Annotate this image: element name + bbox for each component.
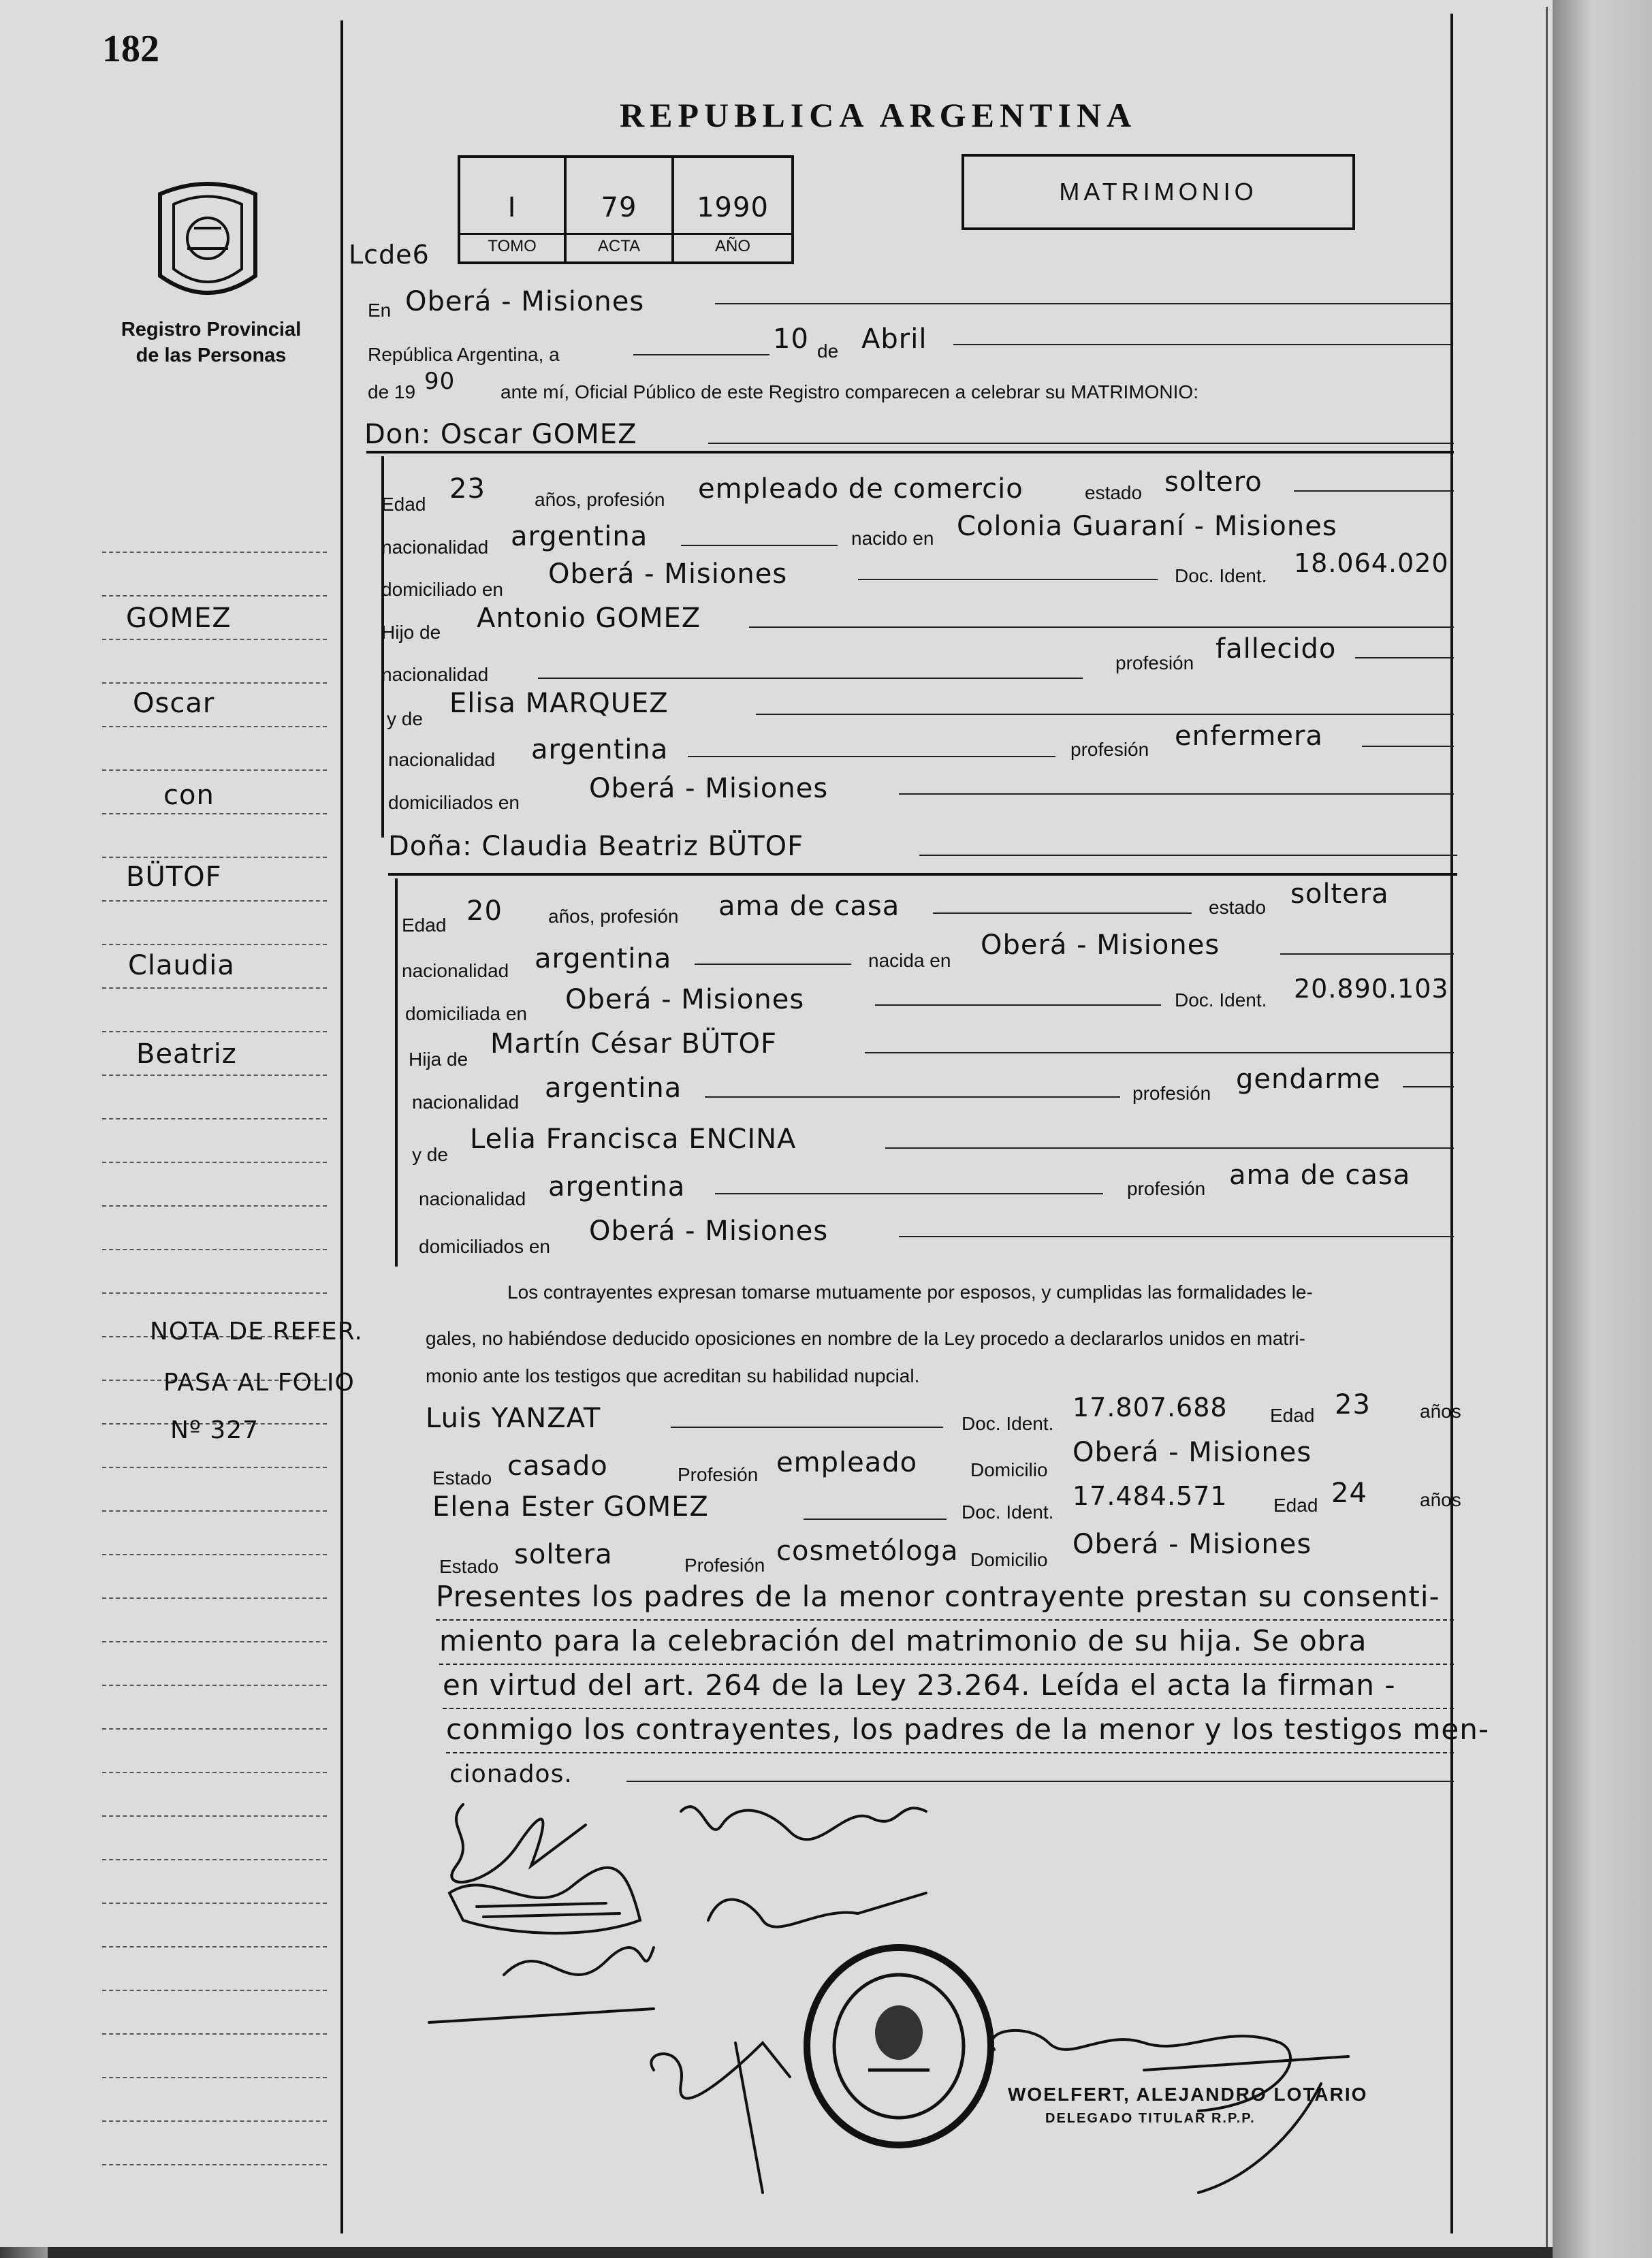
margin-line	[102, 1205, 327, 1207]
witness-2-dom: Oberá - Misiones	[1073, 1529, 1312, 1560]
adjacent-page-edge	[1553, 0, 1652, 2258]
witness-2-dom-label: Domicilio	[970, 1549, 1048, 1570]
record-type-label: MATRIMONIO	[1059, 178, 1258, 206]
bride-parents-dom: Oberá - Misiones	[589, 1215, 829, 1247]
bride-father: Martín César BÜTOF	[490, 1028, 778, 1060]
witness-2-prof: cosmetóloga	[776, 1536, 959, 1567]
groom-nacido: Colonia Guaraní - Misiones	[957, 511, 1337, 542]
agency-line-1: Registro Provincial	[121, 319, 302, 340]
bride-estado: soltera	[1290, 878, 1389, 910]
bride-bracket	[395, 878, 398, 1267]
groom-hijo-label: Hijo de	[381, 622, 441, 643]
witness-1-name: Luis YANZAT	[426, 1403, 601, 1434]
groom-estado-label: estado	[1085, 482, 1143, 503]
margin-line	[102, 2164, 327, 2165]
right-rule	[1450, 14, 1453, 2233]
bride-doc-label: Doc. Ident.	[1175, 989, 1267, 1011]
bride-yde-label: y de	[412, 1144, 448, 1165]
bride-parents-dom-label: domiciliados en	[419, 1236, 550, 1257]
margin-line	[102, 1118, 327, 1119]
groom-mother-prof-label: profesión	[1070, 739, 1149, 760]
year-suffix: 90	[424, 368, 456, 395]
witness-2-edad: 24	[1331, 1478, 1367, 1509]
record-type-box	[962, 154, 1355, 230]
acta-value: 79	[601, 192, 637, 223]
official-title: DELEGADO TITULAR R.P.P.	[1045, 2111, 1256, 2126]
groom-mother-prof: enfermera	[1175, 720, 1323, 752]
groom-parents-dom: Oberá - Misiones	[589, 773, 829, 804]
bride-domicilio: Oberá - Misiones	[565, 984, 805, 1015]
groom-father-nac-label: nacionalidad	[381, 664, 489, 685]
margin-second-name-bride: Beatriz	[136, 1038, 237, 1070]
margin-line	[102, 1685, 327, 1686]
bride-estado-label: estado	[1209, 897, 1267, 918]
bride-mother-nac-label: nacionalidad	[419, 1188, 526, 1209]
page-edge-rule	[1546, 7, 1548, 2247]
bride-father-nac-label: nacionalidad	[412, 1092, 520, 1113]
bride-profesion-label: años, profesión	[548, 906, 679, 927]
bride-nacionalidad-label: nacionalidad	[402, 960, 509, 981]
bride-father-prof: gendarme	[1236, 1064, 1381, 1095]
groom-doc: 18.064.020	[1294, 548, 1449, 578]
observation-line-4: conmigo los contrayentes, los padres de la menor y los testigos men-	[446, 1713, 1489, 1746]
declaration-line-3: monio ante los testigos que acreditan su habilidad nupcial.	[426, 1365, 920, 1386]
groom-mother: Elisa MARQUEZ	[449, 688, 669, 719]
nota-line-3: Nº 327	[170, 1416, 259, 1444]
margin-line	[102, 813, 327, 814]
margin-line	[102, 1162, 327, 1163]
groom-parents-dom-label: domiciliados en	[388, 792, 520, 813]
margin-line	[102, 2120, 327, 2122]
bride-domicilio-label: domiciliada en	[405, 1003, 527, 1024]
groom-father-prof: fallecido	[1216, 633, 1337, 665]
witness-2-doc-label: Doc. Ident.	[962, 1501, 1054, 1523]
margin-line	[102, 1859, 327, 1860]
witness-2-name: Elena Ester GOMEZ	[432, 1491, 709, 1523]
marriage-month: Abril	[861, 323, 927, 355]
margin-line	[102, 1728, 327, 1730]
de-label: de	[817, 340, 839, 362]
bride-mother: Lelia Francisca ENCINA	[470, 1124, 797, 1155]
bride-nacida: Oberá - Misiones	[981, 929, 1220, 961]
margin-line	[102, 2033, 327, 2035]
groom-yde-label: y de	[387, 708, 423, 729]
signature-witness-1	[504, 1947, 654, 1975]
margin-line	[102, 2077, 327, 2078]
margin-line	[102, 1510, 327, 1512]
margin-line	[102, 1075, 327, 1076]
margin-line	[102, 1946, 327, 1947]
margin-line	[102, 900, 327, 902]
margin-line	[102, 857, 327, 858]
margin-line	[102, 1772, 327, 1773]
witness-1-dom: Oberá - Misiones	[1073, 1437, 1312, 1468]
groom-section-rule	[366, 451, 1454, 454]
bride-nacida-label: nacida en	[868, 950, 951, 971]
witness-2-anos-label: años	[1420, 1489, 1461, 1510]
witness-1-edad: 23	[1335, 1389, 1371, 1420]
signature-bride	[681, 1807, 926, 1839]
margin-surname-bride: BÜTOF	[126, 861, 222, 893]
margin-line	[102, 1597, 327, 1599]
groom-domicilio-label: domiciliado en	[381, 579, 503, 600]
anio-value: 1990	[697, 192, 769, 223]
margin-name-groom: Oscar	[133, 688, 215, 719]
groom-nacionalidad-label: nacionalidad	[381, 537, 489, 558]
margin-line	[102, 987, 327, 989]
margin-line	[102, 639, 327, 640]
groom-estado: soltero	[1164, 466, 1262, 498]
republica-label: República Argentina, a	[368, 344, 560, 365]
bride-edad: 20	[466, 895, 503, 927]
official-name: WOELFERT, ALEJANDRO LOTARIO	[1008, 2084, 1368, 2105]
tomo-value: I	[507, 192, 517, 223]
bride-hija-label: Hija de	[409, 1049, 468, 1070]
margin-line	[102, 1990, 327, 1991]
witness-2-prof-label: Profesión	[684, 1555, 765, 1576]
witness-1-estado-label: Estado	[432, 1467, 492, 1489]
en-label: En	[368, 300, 392, 321]
groom-doc-label: Doc. Ident.	[1175, 565, 1267, 586]
margin-line	[102, 682, 327, 684]
witness-1-doc-label: Doc. Ident.	[962, 1413, 1054, 1434]
year-prefix: de 19	[368, 381, 416, 402]
margin-name-bride: Claudia	[128, 950, 235, 981]
witness-2-doc: 17.484.571	[1073, 1481, 1228, 1511]
signature-groom	[451, 1804, 586, 1882]
bride-father-nac: argentina	[545, 1072, 682, 1104]
margin-line	[102, 944, 327, 945]
witness-1-anos-label: años	[1420, 1401, 1461, 1422]
groom-name: Don: Oscar GOMEZ	[364, 419, 637, 450]
groom-nacionalidad: argentina	[511, 521, 648, 552]
declaration-line-1: Los contrayentes expresan tomarse mutuamente por esposos, y cumplidas las formalidades le-	[507, 1282, 1313, 1303]
observation-line-1: Presentes los padres de la menor contrayente prestan su consenti-	[436, 1580, 1440, 1613]
observation-line-2: miento para la celebración del matrimonio de su hija. Se obra	[439, 1624, 1367, 1657]
official-stamp-icon	[800, 1941, 998, 2152]
bride-name: Doña: Claudia Beatriz BÜTOF	[388, 831, 804, 862]
anio-label: AÑO	[714, 237, 750, 255]
margin-line	[102, 1554, 327, 1555]
signature-mother	[708, 1893, 926, 1927]
witness-1-estado: casado	[507, 1450, 608, 1482]
bride-profesion: ama de casa	[718, 891, 900, 922]
observation-line-3: en virtud del art. 264 de la Ley 23.264. Leída el acta la firman -	[443, 1668, 1396, 1702]
country-title: REPUBLICA ARGENTINA	[620, 96, 1137, 134]
witness-2-estado-label: Estado	[439, 1556, 499, 1577]
margin-line	[102, 1031, 327, 1032]
witness-1-dom-label: Domicilio	[970, 1459, 1048, 1480]
agency-line-2: de las Personas	[136, 345, 287, 366]
record-ref-table	[458, 155, 794, 264]
margin-rule	[340, 20, 343, 2233]
witness-1-prof: empleado	[776, 1447, 918, 1478]
margin-line	[102, 1292, 327, 1294]
nota-line-2: PASA AL FOLIO	[163, 1369, 355, 1397]
groom-mother-nac-label: nacionalidad	[388, 749, 496, 770]
declaration-line-2: gales, no habiéndose deducido oposiciones en nombre de la Ley procedo a declararlos unidos en matri-	[426, 1328, 1305, 1349]
margin-line	[102, 552, 327, 553]
tomo-label: TOMO	[488, 237, 537, 255]
marriage-place: Oberá - Misiones	[405, 286, 645, 317]
margin-line	[102, 595, 327, 597]
witness-1-doc: 17.807.688	[1073, 1393, 1228, 1422]
groom-edad-label: Edad	[381, 494, 426, 515]
record-prefix: Lcde6	[349, 240, 430, 270]
groom-profesion-label: años, profesión	[535, 489, 665, 510]
groom-edad: 23	[449, 473, 486, 505]
intro-statement: ante mí, Oficial Público de este Registro comparecen a celebrar su MATRIMONIO:	[501, 381, 1198, 402]
bride-father-prof-label: profesión	[1132, 1083, 1211, 1104]
margin-line	[102, 726, 327, 727]
margin-line	[102, 1815, 327, 1817]
groom-profesion: empleado de comercio	[698, 473, 1023, 505]
margin-line	[102, 1467, 327, 1468]
bride-doc: 20.890.103	[1294, 974, 1449, 1004]
groom-father-prof-label: profesión	[1115, 652, 1194, 673]
acta-label: ACTA	[597, 237, 641, 255]
witness-1-prof-label: Profesión	[678, 1464, 759, 1485]
bride-mother-prof: ama de casa	[1229, 1160, 1411, 1191]
margin-line	[102, 1641, 327, 1642]
agency-seal-icon	[146, 174, 269, 310]
bride-edad-label: Edad	[402, 915, 447, 936]
nota-line-1: NOTA DE REFER.	[150, 1318, 363, 1346]
witness-1-edad-label: Edad	[1270, 1405, 1315, 1426]
bride-nacionalidad: argentina	[535, 943, 672, 974]
margin-line	[102, 769, 327, 771]
witness-2-edad-label: Edad	[1273, 1495, 1318, 1516]
agency-name	[102, 317, 320, 368]
marriage-day: 10	[773, 323, 809, 355]
groom-domicilio: Oberá - Misiones	[548, 558, 788, 590]
margin-line	[102, 1249, 327, 1250]
groom-mother-nac: argentina	[531, 734, 669, 765]
witness-2-estado: soltera	[514, 1539, 613, 1570]
page-number: 182	[102, 28, 159, 70]
bride-section-rule	[388, 873, 1457, 876]
signature-witness-2	[651, 2043, 790, 2099]
bride-mother-prof-label: profesión	[1127, 1178, 1206, 1199]
groom-father: Antonio GOMEZ	[477, 603, 701, 634]
margin-con: con	[163, 780, 215, 811]
margin-surname-groom: GOMEZ	[126, 603, 232, 634]
groom-nacido-label: nacido en	[851, 528, 934, 549]
observation-line-5: cionados.	[449, 1760, 573, 1788]
margin-line	[102, 1903, 327, 1904]
bride-mother-nac: argentina	[548, 1171, 686, 1203]
